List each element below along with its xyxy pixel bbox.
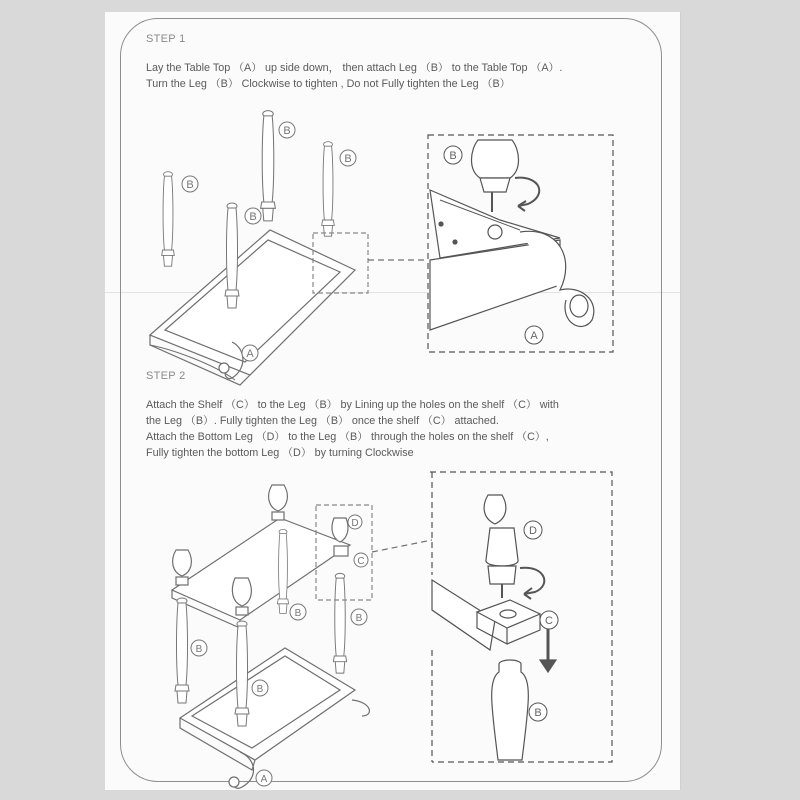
step2-line-2: the Leg （B）. Fully tighten the Leg （B） once the shelf （C） attached. — [146, 415, 499, 427]
svg-text:B: B — [186, 179, 194, 191]
svg-text:B: B — [534, 707, 542, 719]
svg-text:C: C — [545, 615, 553, 627]
step2-detail-labels — [524, 521, 558, 721]
step1-table-drawing — [150, 111, 428, 385]
step2-line-4: Fully tighten the bottom Leg （D） by turning Clockwise — [146, 447, 414, 459]
svg-text:A: A — [530, 330, 538, 342]
step1-heading: STEP 1 — [146, 33, 186, 45]
svg-text:C: C — [357, 556, 365, 567]
svg-text:B: B — [249, 211, 257, 223]
svg-text:D: D — [529, 525, 537, 537]
step2-detail-box — [430, 472, 612, 762]
step2-line-1: Attach the Shelf （C） to the Leg （B） by Lining up the holes on the shelf （C） with — [146, 399, 559, 411]
svg-text:B: B — [195, 644, 203, 655]
svg-text:B: B — [355, 613, 363, 624]
step1-line-1: Lay the Table Top （A） up side down， then attach Leg （B） to the Table Top （A）. — [146, 62, 563, 74]
svg-text:B: B — [283, 125, 291, 137]
svg-text:A: A — [260, 774, 268, 785]
svg-text:B: B — [294, 608, 302, 619]
step2-heading: STEP 2 — [146, 370, 186, 382]
step2-line-3: Attach the Bottom Leg （D） to the Leg （B） through the holes on the shelf （C）, — [146, 431, 549, 443]
svg-text:B: B — [344, 153, 352, 165]
svg-text:B: B — [449, 150, 457, 162]
svg-text:B: B — [256, 684, 264, 695]
step1-detail-box — [428, 135, 613, 352]
step1-line-2: Turn the Leg （B） Clockwise to tighten , Do not Fully tighten the Leg （B） — [146, 78, 511, 90]
svg-text:A: A — [246, 348, 254, 360]
svg-text:D: D — [351, 518, 359, 529]
step2-table-drawing — [172, 485, 432, 788]
